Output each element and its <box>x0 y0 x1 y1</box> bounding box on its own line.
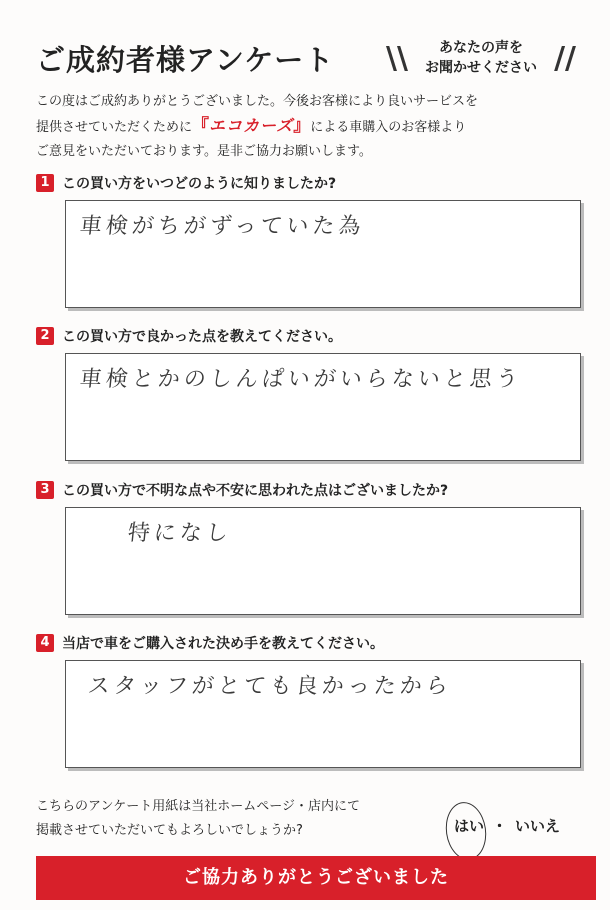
question-3 <box>36 479 586 546</box>
intro-line-1: この度はご成約ありがとうございました。今後お客様により良いサービスを <box>36 94 479 109</box>
brand-bracket-open: 『 <box>192 116 210 136</box>
left-slash-decoration: \\ <box>386 41 408 76</box>
question-4 <box>36 632 586 699</box>
question-2 <box>36 325 586 392</box>
voice-callout-text <box>408 38 554 78</box>
voice-line-2: お聞かせください <box>425 60 537 76</box>
question-number-badge: 2 <box>36 327 54 345</box>
handwritten-answer: 車検とかのしんぱいがいらないと思う <box>78 367 524 392</box>
brand-name: エコカーズ <box>209 116 294 135</box>
handwritten-answer: 特になし <box>126 521 234 546</box>
question-number-badge: 3 <box>36 481 54 499</box>
question-label: この買い方をいつどのように知りましたか? <box>62 176 337 192</box>
handwritten-answer: スタッフがとても良かったから <box>86 674 454 699</box>
consent-options <box>454 815 560 836</box>
thank-you-banner: ご協力ありがとうございました <box>36 856 596 900</box>
intro-line-2-post: による車購入のお客様より <box>310 120 467 135</box>
intro-line-2 <box>36 114 596 140</box>
question-1 <box>36 172 586 239</box>
question-number-badge: 4 <box>36 634 54 652</box>
voice-line-1: あなたの声を <box>439 40 523 56</box>
handwritten-answer: 車検がちがずっていた為 <box>78 214 366 239</box>
option-yes[interactable]: はい <box>454 817 485 835</box>
consent-line-1: こちらのアンケート用紙は当社ホームページ・店内にて <box>36 799 360 814</box>
brand-bracket-close: 』 <box>293 116 311 136</box>
answer-box[interactable] <box>65 507 581 615</box>
page-title: ご成約者様アンケート <box>36 43 335 77</box>
consent-line-2: 掲載させていただいてもよろしいでしょうか? <box>36 823 303 838</box>
question-number-badge: 1 <box>36 174 54 192</box>
option-no[interactable]: いいえ <box>515 817 561 835</box>
intro-line-3: ご意見をいただいております。是非ご協力お願いします。 <box>36 144 372 159</box>
option-separator: ・ <box>492 817 508 835</box>
answer-box[interactable] <box>65 353 581 461</box>
question-label: この買い方で不明な点や不安に思われた点はございましたか? <box>62 483 449 499</box>
intro-text <box>36 90 596 164</box>
question-label: 当店で車をご購入された決め手を教えてください。 <box>62 636 384 652</box>
intro-line-2-pre: 提供させていただくために <box>36 120 193 135</box>
question-label: この買い方で良かった点を教えてください。 <box>62 329 342 345</box>
right-slash-decoration: // <box>554 41 576 76</box>
answer-box[interactable] <box>65 200 581 308</box>
answer-box[interactable] <box>65 660 581 768</box>
voice-callout <box>386 38 576 84</box>
